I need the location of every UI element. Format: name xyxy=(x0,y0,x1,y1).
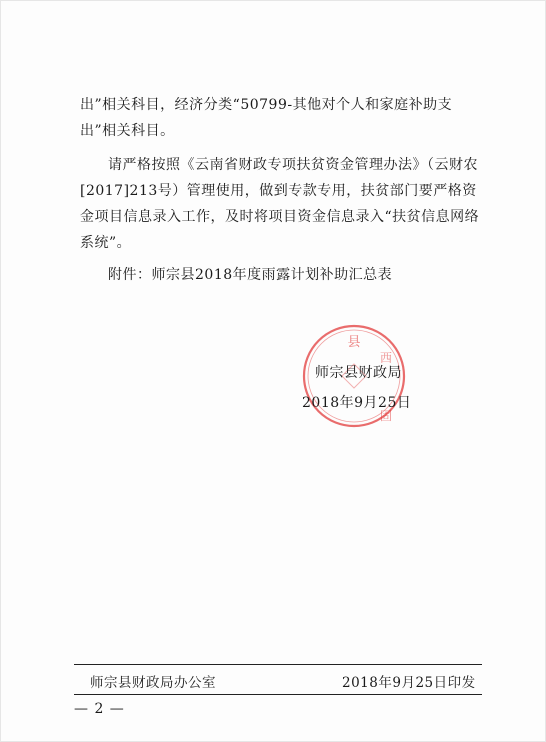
footer-issuer: 师宗县财政局办公室 xyxy=(90,675,216,691)
seal-char: 西 xyxy=(379,351,393,365)
seal-char: 县 xyxy=(347,335,361,350)
footer-print-date: 2018年9月25日印发 xyxy=(342,675,476,691)
footer-rule-bottom xyxy=(74,694,482,695)
attachment-line: 附件：师宗县2018年度雨露计划补助汇总表 xyxy=(108,267,393,283)
seal-char: 固 xyxy=(379,409,393,423)
footer-rule-top xyxy=(74,664,482,665)
signature-date: 2018年9月25日 xyxy=(302,395,412,411)
paragraph-management: 请严格按照《云南省财政专项扶贫资金管理办法》（云财农[2017]213号）管理使用，做到专款专用，扶贫部门要严格资金项目信息录入工作，及时将项目资金信息录入“扶贫信息网络系统”。 xyxy=(80,157,480,251)
signature-organization: 师宗县财政局 xyxy=(315,365,402,381)
page-number: — 2 — xyxy=(74,701,125,717)
paragraph-accounts: 出”相关科目，经济分类“50799-其他对个人和家庭补助支出”相关科目。 xyxy=(80,97,453,139)
